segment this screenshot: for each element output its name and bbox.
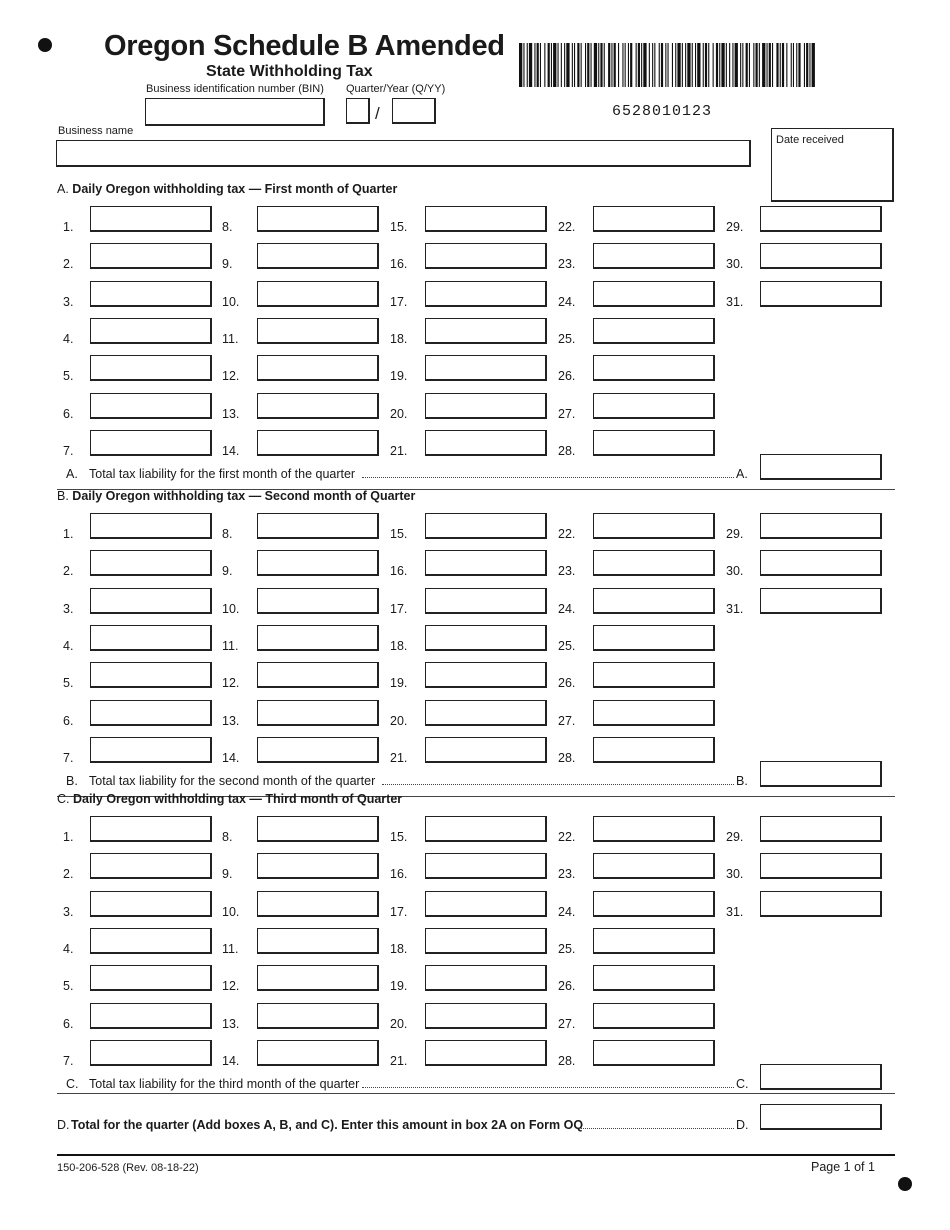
section-third-day-6-input[interactable] xyxy=(90,1003,212,1029)
section-second-day-18-label: 18. xyxy=(390,638,408,653)
quarter-input[interactable] xyxy=(346,98,370,124)
section-third-day-5-label: 5. xyxy=(63,979,74,994)
section-second-day-13-input[interactable] xyxy=(257,700,379,726)
section-first-day-2-label: 2. xyxy=(63,257,74,272)
section-second-day-7-input[interactable] xyxy=(90,737,212,763)
section-second-day-12-label: 12. xyxy=(222,676,240,691)
section-first-day-11-label: 11. xyxy=(222,331,239,346)
section-third-total-leader xyxy=(362,1087,734,1088)
section-third-day-30-label: 30. xyxy=(726,867,744,882)
section-first-day-24-input[interactable] xyxy=(593,281,715,307)
section-third-day-16-input[interactable] xyxy=(425,853,547,879)
section-third-day-13-label: 13. xyxy=(222,1016,240,1031)
section-first-day-30-input[interactable] xyxy=(760,243,882,269)
section-second-day-3-label: 3. xyxy=(63,601,74,616)
section-second-day-4-label: 4. xyxy=(63,638,74,653)
section-second-day-21-input[interactable] xyxy=(425,737,547,763)
section-second-day-15-input[interactable] xyxy=(425,513,547,539)
section-third-day-11-input[interactable] xyxy=(257,928,379,954)
year-input[interactable] xyxy=(392,98,436,124)
section-second-day-2-label: 2. xyxy=(63,564,74,579)
section-first-day-7-input[interactable] xyxy=(90,430,212,456)
section-third-total-input[interactable] xyxy=(760,1064,882,1090)
section-first-day-23-label: 23. xyxy=(558,257,576,272)
section-first-day-8-label: 8. xyxy=(222,220,233,234)
section-second-day-25-label: 25. xyxy=(558,638,576,653)
section-first-day-9-input[interactable] xyxy=(257,243,379,269)
section-second-day-13-label: 13. xyxy=(222,713,240,728)
section-third-day-1-label: 1. xyxy=(63,830,74,844)
section-third-day-15-label: 15. xyxy=(390,830,408,844)
section-first-total-end: A. xyxy=(736,467,748,481)
section-third-day-23-label: 23. xyxy=(558,867,576,882)
section-third-day-17-label: 17. xyxy=(390,904,408,919)
date-received-label: Date received xyxy=(776,134,844,146)
section-second-day-8-input[interactable] xyxy=(257,513,379,539)
registration-dot-top xyxy=(38,38,52,52)
section-second-day-31-input[interactable] xyxy=(760,588,882,614)
section-second-day-21-label: 21. xyxy=(390,750,408,765)
section-third-day-25-label: 25. xyxy=(558,941,576,956)
section-third-day-18-input[interactable] xyxy=(425,928,547,954)
section-first-day-6-label: 6. xyxy=(63,406,74,421)
section-second-day-27-input[interactable] xyxy=(593,700,715,726)
section-first-day-28-input[interactable] xyxy=(593,430,715,456)
section-third-day-21-input[interactable] xyxy=(425,1040,547,1066)
section-second-day-30-input[interactable] xyxy=(760,550,882,576)
section-first-day-30-label: 30. xyxy=(726,257,744,272)
section-second-day-23-label: 23. xyxy=(558,564,576,579)
section-second-day-18-input[interactable] xyxy=(425,625,547,651)
section-first-day-22-label: 22. xyxy=(558,220,576,234)
section-third-day-27-label: 27. xyxy=(558,1016,576,1031)
section-third-day-14-input[interactable] xyxy=(257,1040,379,1066)
date-received-box xyxy=(771,128,894,202)
section-first-day-25-input[interactable] xyxy=(593,318,715,344)
section-second-day-3-input[interactable] xyxy=(90,588,212,614)
section-first-day-9-label: 9. xyxy=(222,257,233,272)
section-second-day-17-label: 17. xyxy=(390,601,408,616)
section-first-day-15-label: 15. xyxy=(390,220,408,234)
section-second-day-11-label: 11. xyxy=(222,638,239,653)
form-number: 150-206-528 (Rev. 08-18-22) xyxy=(57,1162,199,1174)
section-third-day-31-label: 31. xyxy=(726,904,744,919)
section-third-day-2-label: 2. xyxy=(63,867,74,882)
section-first-heading-text: Daily Oregon withholding tax — First month of Quarter xyxy=(72,182,398,196)
section-third-day-7-input[interactable] xyxy=(90,1040,212,1066)
section-third-heading xyxy=(57,792,402,806)
section-second-day-9-input[interactable] xyxy=(257,550,379,576)
section-third-day-24-label: 24. xyxy=(558,904,576,919)
section-third-day-12-input[interactable] xyxy=(257,965,379,991)
section-third-day-16-label: 16. xyxy=(390,867,408,882)
section-third-day-20-input[interactable] xyxy=(425,1003,547,1029)
section-third-day-12-label: 12. xyxy=(222,979,240,994)
section-first-day-31-input[interactable] xyxy=(760,281,882,307)
section-first-day-19-label: 19. xyxy=(390,369,408,384)
section-second-heading-text: Daily Oregon withholding tax — Second month of Quarter xyxy=(72,489,416,503)
section-second-day-5-input[interactable] xyxy=(90,662,212,688)
section-second-day-12-input[interactable] xyxy=(257,662,379,688)
section-first-day-1-input[interactable] xyxy=(90,206,212,232)
section-second-day-17-input[interactable] xyxy=(425,588,547,614)
section-third-day-31-input[interactable] xyxy=(760,891,882,917)
section-second-day-19-input[interactable] xyxy=(425,662,547,688)
section-third-day-27-input[interactable] xyxy=(593,1003,715,1029)
section-second-day-1-label: 1. xyxy=(63,527,74,541)
section-third-day-22-label: 22. xyxy=(558,830,576,844)
section-first-day-16-input[interactable] xyxy=(425,243,547,269)
section-second-day-22-input[interactable] xyxy=(593,513,715,539)
section-first-day-22-input[interactable] xyxy=(593,206,715,232)
footer-rule xyxy=(57,1154,895,1156)
section-third-day-11-label: 11. xyxy=(222,941,239,956)
section-first-heading-letter: A. xyxy=(57,182,69,196)
section-third-day-8-input[interactable] xyxy=(257,816,379,842)
section-third-day-20-label: 20. xyxy=(390,1016,408,1031)
section-first-day-29-input[interactable] xyxy=(760,206,882,232)
section-second-total-end: B. xyxy=(736,774,748,788)
section-second-day-11-input[interactable] xyxy=(257,625,379,651)
section-second-day-26-input[interactable] xyxy=(593,662,715,688)
section-third-day-4-label: 4. xyxy=(63,941,74,956)
section-third-day-7-label: 7. xyxy=(63,1053,74,1068)
section-third-day-9-label: 9. xyxy=(222,867,233,882)
registration-dot-bottom xyxy=(898,1177,912,1191)
section-second-day-20-label: 20. xyxy=(390,713,408,728)
section-second-day-10-input[interactable] xyxy=(257,588,379,614)
section-second-day-22-label: 22. xyxy=(558,527,576,541)
section-first-day-5-label: 5. xyxy=(63,369,74,384)
section-second-day-1-input[interactable] xyxy=(90,513,212,539)
section-third-total-line xyxy=(66,1077,756,1093)
section-second-day-25-input[interactable] xyxy=(593,625,715,651)
quarter-label: Quarter/Year (Q/YY) xyxy=(346,83,446,95)
section-first-total-text: Total tax liability for the first month of the quarter xyxy=(89,467,356,481)
barcode-number: 6528010123 xyxy=(612,103,713,120)
section-third-day-29-label: 29. xyxy=(726,830,744,844)
section-third-total-end: C. xyxy=(736,1077,749,1091)
section-third-day-13-input[interactable] xyxy=(257,1003,379,1029)
section-first-day-8-input[interactable] xyxy=(257,206,379,232)
section-second-day-24-input[interactable] xyxy=(593,588,715,614)
section-second-total-line xyxy=(66,774,756,790)
section-first-day-3-label: 3. xyxy=(63,294,74,309)
section-third-day-10-label: 10. xyxy=(222,904,240,919)
section-third-total-letter: C. xyxy=(66,1077,79,1091)
section-second-day-4-input[interactable] xyxy=(90,625,212,651)
section-second-day-6-label: 6. xyxy=(63,713,74,728)
section-first-day-17-input[interactable] xyxy=(425,281,547,307)
section-first-day-5-input[interactable] xyxy=(90,355,212,381)
section-second-day-29-label: 29. xyxy=(726,527,744,541)
section-third-day-6-label: 6. xyxy=(63,1016,74,1031)
section-first-day-13-input[interactable] xyxy=(257,393,379,419)
section-first-day-3-input[interactable] xyxy=(90,281,212,307)
section-second-total-letter: B. xyxy=(66,774,78,788)
section-first-day-14-input[interactable] xyxy=(257,430,379,456)
section-second-day-14-label: 14. xyxy=(222,750,240,765)
section-second-heading xyxy=(57,489,415,503)
section-second-total-leader xyxy=(382,784,734,785)
grand-total-line xyxy=(57,1118,757,1134)
section-third-day-1-input[interactable] xyxy=(90,816,212,842)
section-second-day-9-label: 9. xyxy=(222,564,233,579)
section-third-day-18-label: 18. xyxy=(390,941,408,956)
section-second-day-2-input[interactable] xyxy=(90,550,212,576)
grand-total-letter: D. xyxy=(57,1118,70,1132)
form-title: Oregon Schedule B Amended xyxy=(104,30,505,62)
page-number: Page 1 of 1 xyxy=(811,1160,875,1174)
section-first-day-18-input[interactable] xyxy=(425,318,547,344)
section-first-day-18-label: 18. xyxy=(390,331,408,346)
section-second-day-24-label: 24. xyxy=(558,601,576,616)
section-first-day-31-label: 31. xyxy=(726,294,744,309)
section-third-day-19-input[interactable] xyxy=(425,965,547,991)
section-first-day-28-label: 28. xyxy=(558,443,576,458)
section-second-day-23-input[interactable] xyxy=(593,550,715,576)
section-first-day-26-input[interactable] xyxy=(593,355,715,381)
section-third-day-23-input[interactable] xyxy=(593,853,715,879)
section-second-day-7-label: 7. xyxy=(63,750,74,765)
section-third-heading-letter: C. xyxy=(57,792,70,806)
section-first-day-27-label: 27. xyxy=(558,406,576,421)
section-third-day-28-label: 28. xyxy=(558,1053,576,1068)
section-second-total-text: Total tax liability for the second month of the quarter xyxy=(89,774,376,788)
grand-total-text: Total for the quarter (Add boxes A, B, and C). Enter this amount in box 2A on Form OQ xyxy=(71,1118,584,1132)
quarter-separator: / xyxy=(375,104,380,123)
section-third-day-9-input[interactable] xyxy=(257,853,379,879)
section-second-day-19-label: 19. xyxy=(390,676,408,691)
section-third-day-26-input[interactable] xyxy=(593,965,715,991)
grand-total-input[interactable] xyxy=(760,1104,882,1130)
section-first-day-23-input[interactable] xyxy=(593,243,715,269)
section-first-day-13-label: 13. xyxy=(222,406,240,421)
section-first-day-12-label: 12. xyxy=(222,369,240,384)
section-second-day-15-label: 15. xyxy=(390,527,408,541)
section-second-day-20-input[interactable] xyxy=(425,700,547,726)
section-second-day-28-input[interactable] xyxy=(593,737,715,763)
section-third-day-15-input[interactable] xyxy=(425,816,547,842)
section-second-day-16-label: 16. xyxy=(390,564,408,579)
section-first-day-29-label: 29. xyxy=(726,220,744,234)
section-first-heading xyxy=(57,182,397,196)
section-third-day-4-input[interactable] xyxy=(90,928,212,954)
section-first-day-15-input[interactable] xyxy=(425,206,547,232)
section-first-day-20-label: 20. xyxy=(390,406,408,421)
section-first-total-input[interactable] xyxy=(760,454,882,480)
section-third-day-8-label: 8. xyxy=(222,830,233,844)
section-second-day-29-input[interactable] xyxy=(760,513,882,539)
section-first-day-11-input[interactable] xyxy=(257,318,379,344)
form-subtitle: State Withholding Tax xyxy=(206,63,373,80)
section-first-day-21-label: 21. xyxy=(390,443,408,458)
section-second-day-14-input[interactable] xyxy=(257,737,379,763)
section-third-day-14-label: 14. xyxy=(222,1053,240,1068)
section-second-day-30-label: 30. xyxy=(726,564,744,579)
section-second-day-6-input[interactable] xyxy=(90,700,212,726)
section-first-day-2-input[interactable] xyxy=(90,243,212,269)
section-third-day-26-label: 26. xyxy=(558,979,576,994)
grand-total-leader xyxy=(579,1128,734,1129)
section-first-day-10-label: 10. xyxy=(222,294,240,309)
section-third-total-text: Total tax liability for the third month of the quarter xyxy=(89,1077,360,1091)
section-third-day-5-input[interactable] xyxy=(90,965,212,991)
business-name-input[interactable] xyxy=(56,140,751,167)
section-third-day-28-input[interactable] xyxy=(593,1040,715,1066)
bin-label: Business identification number (BIN) xyxy=(146,83,324,95)
section-first-day-7-label: 7. xyxy=(63,443,74,458)
section-first-day-21-input[interactable] xyxy=(425,430,547,456)
section-second-day-5-label: 5. xyxy=(63,676,74,691)
business-name-label: Business name xyxy=(58,125,134,137)
section-third-day-3-label: 3. xyxy=(63,904,74,919)
section-first-day-12-input[interactable] xyxy=(257,355,379,381)
section-first-day-26-label: 26. xyxy=(558,369,576,384)
section-second-day-31-label: 31. xyxy=(726,601,744,616)
section-first-day-25-label: 25. xyxy=(558,331,576,346)
section-second-heading-letter: B. xyxy=(57,489,69,503)
section-second-day-8-label: 8. xyxy=(222,527,233,541)
section-third-day-25-input[interactable] xyxy=(593,928,715,954)
section-first-day-19-input[interactable] xyxy=(425,355,547,381)
section-third-day-30-input[interactable] xyxy=(760,853,882,879)
grand-total-end: D. xyxy=(736,1118,749,1132)
section-third-day-29-input[interactable] xyxy=(760,816,882,842)
section-third-day-19-label: 19. xyxy=(390,979,408,994)
section-first-day-10-input[interactable] xyxy=(257,281,379,307)
section-third-heading-text: Daily Oregon withholding tax — Third month of Quarter xyxy=(72,792,403,806)
section-first-day-4-label: 4. xyxy=(63,331,74,346)
section-second-day-16-input[interactable] xyxy=(425,550,547,576)
section-third-day-3-input[interactable] xyxy=(90,891,212,917)
section-first-day-20-input[interactable] xyxy=(425,393,547,419)
section-second-total-input[interactable] xyxy=(760,761,882,787)
section-third-day-17-input[interactable] xyxy=(425,891,547,917)
section-third-day-10-input[interactable] xyxy=(257,891,379,917)
section-third-day-22-input[interactable] xyxy=(593,816,715,842)
section-third-day-2-input[interactable] xyxy=(90,853,212,879)
section-first-day-6-input[interactable] xyxy=(90,393,212,419)
section-third-day-24-input[interactable] xyxy=(593,891,715,917)
section-first-total-line xyxy=(66,467,756,483)
section-first-total-letter: A. xyxy=(66,467,78,481)
section-third-day-21-label: 21. xyxy=(390,1053,408,1068)
section-first-day-27-input[interactable] xyxy=(593,393,715,419)
section-second-day-27-label: 27. xyxy=(558,713,576,728)
section-second-day-10-label: 10. xyxy=(222,601,240,616)
section-first-day-14-label: 14. xyxy=(222,443,240,458)
section-first-day-17-label: 17. xyxy=(390,294,408,309)
section-second-day-28-label: 28. xyxy=(558,750,576,765)
barcode xyxy=(519,43,817,87)
section-second-day-26-label: 26. xyxy=(558,676,576,691)
section-first-day-4-input[interactable] xyxy=(90,318,212,344)
section-first-day-24-label: 24. xyxy=(558,294,576,309)
section-first-day-1-label: 1. xyxy=(63,220,74,234)
divider-before-grand-total xyxy=(57,1093,895,1094)
section-first-day-16-label: 16. xyxy=(390,257,408,272)
section-first-total-leader xyxy=(362,477,734,478)
bin-input[interactable] xyxy=(145,98,325,126)
